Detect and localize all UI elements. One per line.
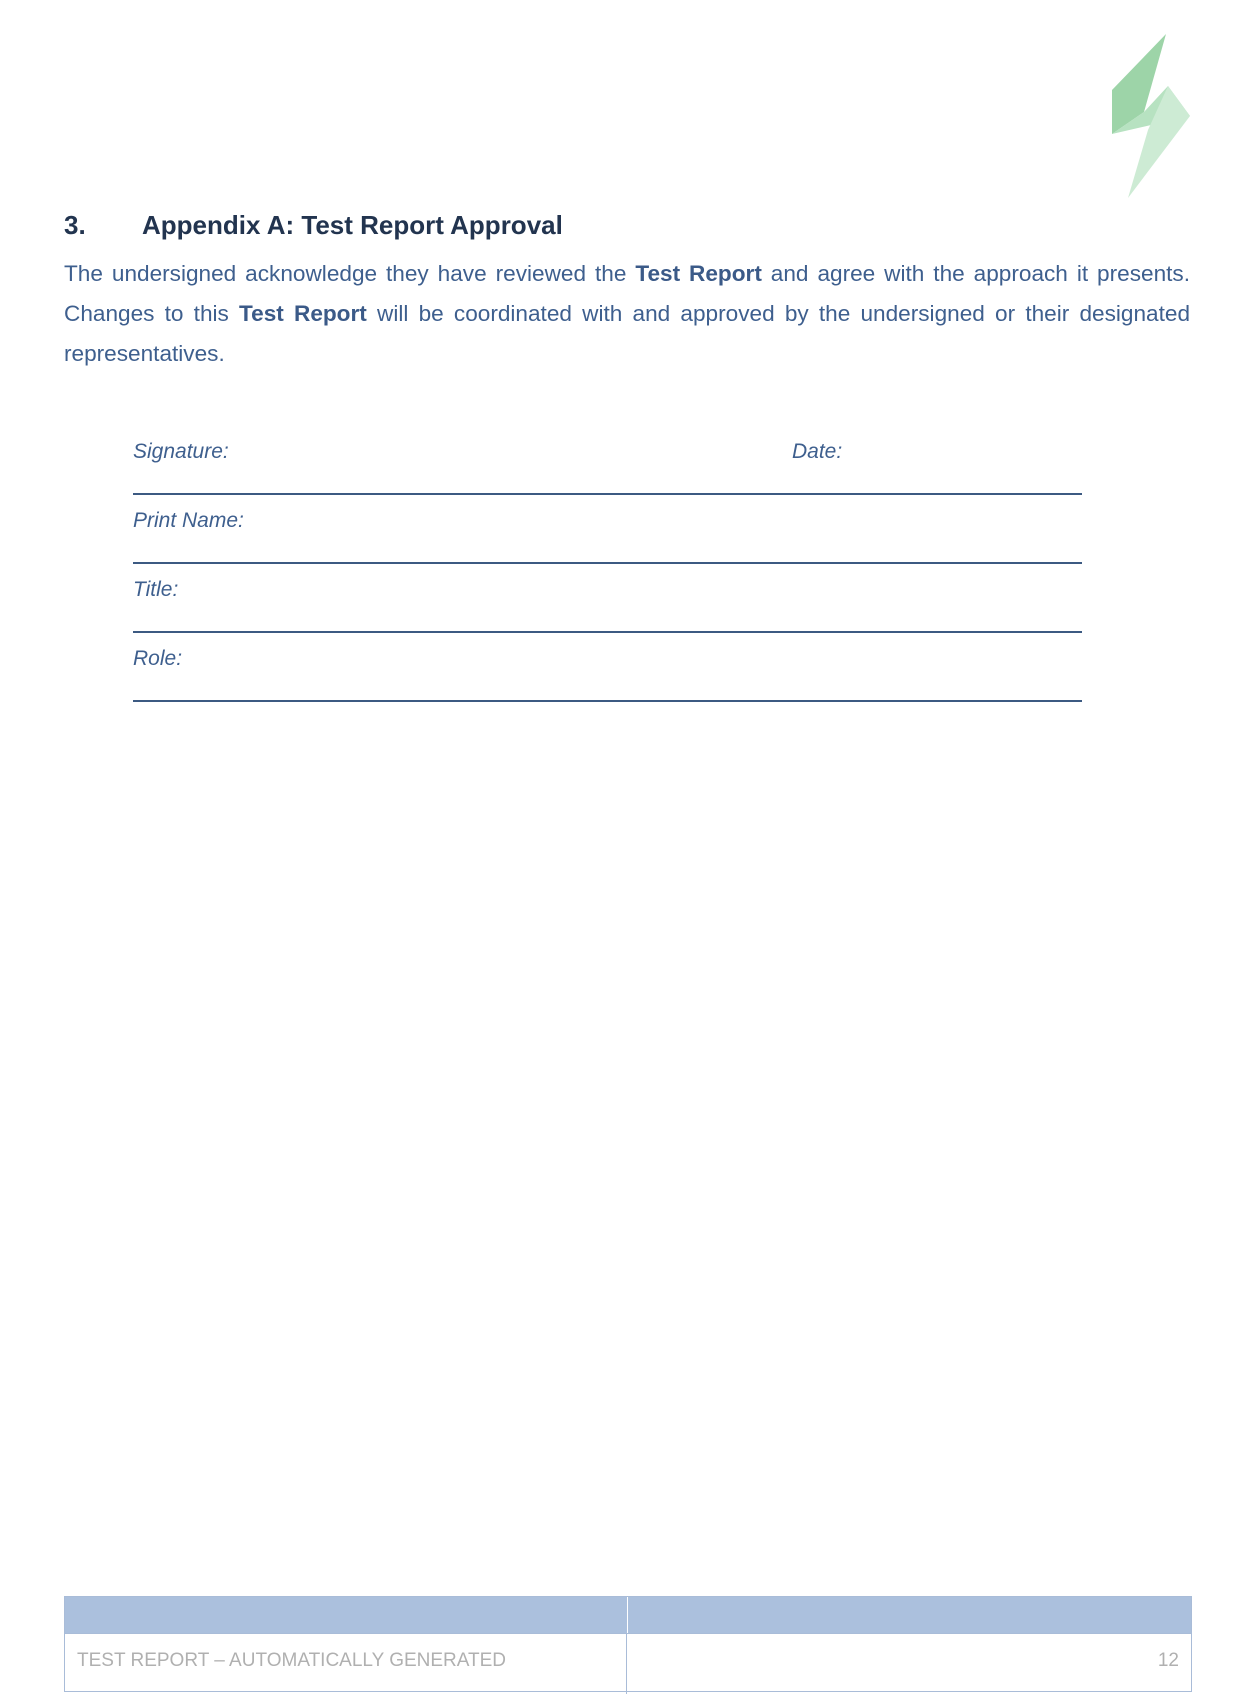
intro-text: and agree with the approach it presents. [761,261,1190,286]
print-name-label: Print Name: [133,509,244,532]
intro-text: will be coordinated with and approved by the undersigned or their designated [366,301,1191,326]
page-footer [64,1596,1192,1692]
signature-label: Signature: [133,440,229,463]
section-title: Appendix A: Test Report Approval [142,210,563,240]
footer-band-cell [65,1597,628,1633]
footer-document-title: TEST REPORT – AUTOMATICALLY GENERATED [65,1634,627,1694]
footer-header-band [65,1597,1191,1634]
title-line[interactable] [133,564,1082,633]
intro-text: The undersigned acknowledge they have reviewed the [64,261,636,286]
section-number: 3. [64,210,86,240]
intro-bold-term: Test Report [239,301,367,326]
title-label: Title: [133,578,179,601]
footer-band-cell [628,1597,1191,1633]
print-name-line[interactable] [133,495,1082,564]
intro-bold-term: Test Report [635,261,762,286]
intro-line-3: representatives. [64,341,225,366]
footer-body [65,1634,1191,1694]
signature-line[interactable] [133,426,1082,495]
section-heading [64,210,563,241]
lightning-bolt-logo-icon [1108,34,1190,198]
page-number: 12 [1157,1650,1179,1671]
signature-form [133,426,1082,702]
intro-line-1 [64,254,1190,294]
intro-paragraph [64,254,1190,374]
date-label: Date: [792,440,843,463]
role-label: Role: [133,647,183,670]
role-line[interactable] [133,633,1082,702]
intro-line-2 [64,294,1190,334]
intro-text: Changes to this [64,301,240,326]
